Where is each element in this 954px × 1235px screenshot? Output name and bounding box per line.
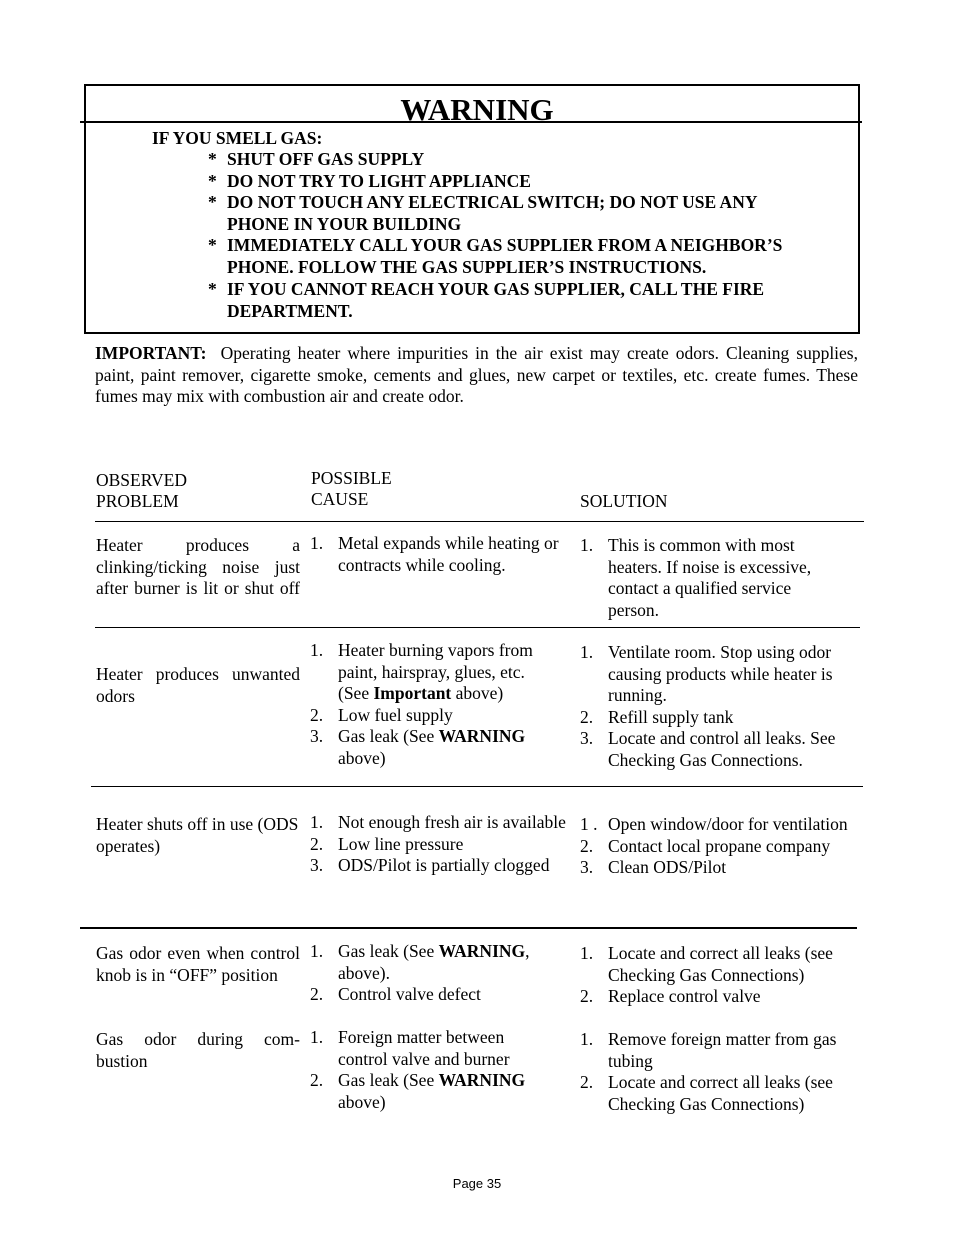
item-text: Gas leak (See — [338, 941, 439, 961]
item-text: above) — [338, 747, 386, 768]
list-item — [310, 812, 570, 834]
row-causes — [310, 533, 565, 576]
item-number: 3. — [580, 728, 594, 749]
important-paragraph — [95, 343, 858, 408]
important-text: Operating heater where impurities in the air exist may create odors. Cleaning supplies, paint, paint remover, cigarette smoke, cements and glues, new carpet or textiles, etc. create fumes. These fumes may mix with combustion air and create odor. — [95, 343, 858, 406]
row-problem: Gas odor even when control knob is in “OFF” position — [96, 943, 300, 985]
row-causes — [310, 640, 550, 770]
header-possible-cause — [311, 468, 392, 510]
list-item — [310, 533, 565, 576]
list-item — [580, 1072, 852, 1115]
item-text: Foreign matter between control valve and burner — [338, 1027, 510, 1069]
item-text-bold: Important — [373, 683, 452, 704]
item-number: 2. — [580, 835, 594, 856]
item-text: Open window/door for ventilation — [608, 814, 848, 834]
item-text: Contact local propane company — [608, 835, 831, 856]
row-rule — [95, 627, 860, 628]
item-text: Gas leak (See — [338, 726, 439, 747]
item-text: Not enough fresh air is available — [338, 812, 566, 832]
bullet-mark: * — [208, 171, 217, 191]
header-line: PROBLEM — [96, 491, 179, 511]
bullet-mark: * — [208, 279, 217, 299]
item-text: Refill supply tank — [608, 706, 734, 727]
row-problem: Heater shuts off in use (ODS operates) — [96, 814, 299, 856]
warning-bullet: IF YOU CANNOT REACH YOUR GAS SUPPLIER, CALL THE FIRE DEPARTMENT. — [227, 279, 765, 321]
item-number: 1. — [310, 640, 324, 660]
item-text: Metal expands while heating or contracts while cooling. — [338, 533, 559, 575]
item-text: , above). — [338, 941, 530, 983]
item-text: Low line pressure — [338, 833, 464, 854]
row-rule — [91, 786, 863, 787]
item-number: 2. — [580, 986, 594, 1007]
page-number: Page 35 — [452, 1176, 502, 1191]
row-solutions — [580, 943, 852, 1008]
bullet-mark: * — [208, 149, 217, 169]
item-text: above) — [338, 1091, 386, 1112]
bullet-mark: * — [208, 192, 217, 212]
header-observed-problem — [96, 470, 187, 512]
item-text-bold: WARNING — [438, 726, 526, 747]
row-problem: Heater produces unwanted odors — [96, 664, 300, 706]
row-solutions — [580, 535, 842, 621]
row-solutions — [580, 642, 852, 772]
item-text: Locate and correct all leaks (see Checking Gas Connections) — [608, 943, 833, 985]
list-item — [310, 726, 550, 769]
row-solutions — [580, 1029, 852, 1115]
item-text: above) — [451, 683, 504, 704]
warning-bullet: DO NOT TRY TO LIGHT APPLIANCE — [227, 171, 531, 191]
row-solutions — [580, 814, 852, 879]
item-number: 1. — [310, 533, 324, 553]
warning-title: WARNING — [400, 92, 554, 127]
item-number: 1. — [310, 1027, 324, 1047]
item-number: 2. — [310, 704, 324, 725]
warning-bullet: IMMEDIATELY CALL YOUR GAS SUPPLIER FROM A NEIGHBOR’S PHONE. FOLLOW THE GAS SUPPLIER’S INSTRUCTIONS. — [227, 235, 783, 277]
list-item — [310, 1070, 550, 1113]
list-item — [580, 857, 852, 879]
item-text: This is common with most heaters. If noise is excessive, contact a qualified service person. — [608, 535, 812, 620]
item-number: 2. — [580, 1072, 594, 1093]
item-text: Low fuel supply — [338, 704, 453, 725]
header-line: OBSERVED — [96, 470, 187, 490]
row-problem: Gas odor during com- bustion — [96, 1029, 300, 1071]
item-text: Heater burning vapors from paint, hairspray, glues, etc. (See — [338, 640, 533, 704]
list-item — [580, 986, 852, 1008]
list-item — [310, 834, 570, 856]
item-number: 1. — [580, 943, 594, 963]
list-item — [580, 943, 852, 986]
item-text: Locate and control all leaks. See Checking Gas Connections. — [608, 728, 836, 770]
list-item — [580, 728, 852, 771]
list-item — [310, 855, 570, 877]
list-item — [580, 707, 852, 729]
item-number: 1 . — [580, 814, 598, 834]
header-line: POSSIBLE — [311, 468, 392, 488]
row-causes — [310, 1027, 550, 1113]
item-number: 3. — [310, 855, 324, 876]
item-text: Gas leak (See — [338, 1070, 439, 1091]
item-number: 2. — [310, 1070, 324, 1091]
list-item — [580, 1029, 852, 1072]
item-number: 2. — [310, 833, 324, 854]
item-number: 1. — [580, 1029, 594, 1049]
important-label: IMPORTANT: — [95, 343, 207, 363]
item-text: Control valve defect — [338, 984, 481, 1005]
list-item — [310, 640, 550, 705]
header-solution: SOLUTION — [580, 491, 668, 511]
item-text: Replace control valve — [608, 986, 761, 1007]
item-text-bold: WARNING — [438, 941, 526, 961]
header-line: CAUSE — [311, 489, 369, 509]
warning-bullet: SHUT OFF GAS SUPPLY — [227, 149, 425, 169]
item-number: 2. — [580, 706, 594, 727]
item-text-bold: WARNING — [438, 1070, 526, 1091]
item-number: 1. — [580, 535, 594, 555]
list-item — [310, 1027, 550, 1070]
list-item — [580, 836, 852, 858]
item-number: 1. — [310, 812, 324, 832]
list-item — [580, 535, 842, 621]
item-text: Clean ODS/Pilot — [608, 857, 727, 878]
item-text: Remove foreign matter from gas tubing — [608, 1029, 837, 1071]
list-item — [580, 814, 852, 836]
item-number: 1. — [580, 642, 594, 662]
row-problem: Heater produces a clinking/ticking noise just after burner is lit or shut off — [96, 535, 300, 599]
row-causes — [310, 941, 565, 1006]
item-number: 3. — [310, 726, 324, 747]
item-number: 2. — [310, 984, 324, 1005]
item-text: Ventilate room. Stop using odor causing products while heater is running. — [608, 642, 833, 706]
row-causes — [310, 812, 570, 877]
warning-intro: IF YOU SMELL GAS: — [152, 128, 323, 148]
item-number: 1. — [310, 941, 324, 961]
bullet-mark: * — [208, 235, 217, 255]
row-rule — [80, 927, 857, 929]
list-item — [310, 705, 550, 727]
item-text: Locate and correct all leaks (see Checking Gas Connections) — [608, 1072, 833, 1114]
warning-bullet: DO NOT TOUCH ANY ELECTRICAL SWITCH; DO NOT USE ANY PHONE IN YOUR BUILDING — [227, 192, 757, 234]
item-number: 3. — [580, 857, 594, 878]
list-item — [310, 941, 565, 984]
header-rule — [95, 521, 864, 522]
item-text: ODS/Pilot is partially clogged — [338, 855, 550, 876]
warning-title-rule — [80, 121, 862, 123]
list-item — [310, 984, 565, 1006]
list-item — [580, 642, 852, 707]
